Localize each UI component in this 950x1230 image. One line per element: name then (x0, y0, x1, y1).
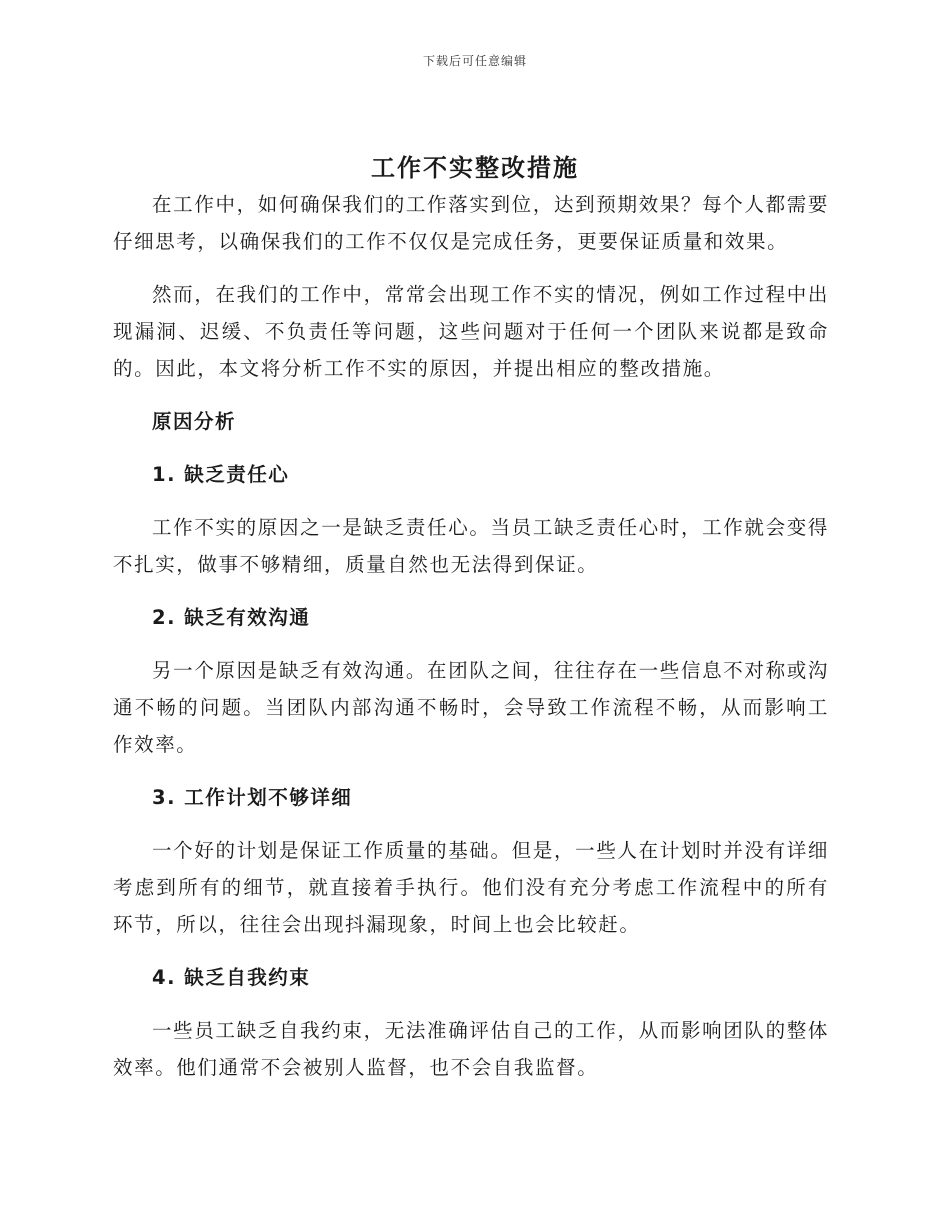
document-body (113, 186, 829, 1086)
item-heading-4: 4. 缺乏自我约束 (152, 966, 311, 989)
item-text-3: 一个好的计划是保证工作质量的基础。但是，一些人在计划时并没有详细考虑到所有的细节，就直接着手执行。他们没有充分考虑工作流程中的所有环节，所以，往往会出现抖漏现象，时间上也会比较赶。 (113, 839, 829, 936)
item-heading-2: 2. 缺乏有效沟通 (152, 606, 311, 629)
item-text-1: 工作不实的原因之一是缺乏责任心。当员工缺乏责任心时，工作就会变得不扎实，做事不够精细，质量自然也无法得到保证。 (113, 516, 829, 576)
item-heading-3: 3. 工作计划不够详细 (152, 786, 353, 809)
item-heading-1: 1. 缺乏责任心 (152, 463, 290, 486)
header-note: 下载后可任意编辑 (422, 54, 527, 68)
section-heading: 原因分析 (152, 410, 237, 433)
item-text-4: 一些员工缺乏自我约束，无法准确评估自己的工作，从而影响团队的整体效率。他们通常不会被别人监督，也不会自我监督。 (113, 1019, 829, 1079)
intro-paragraph-2: 然而，在我们的工作中，常常会出现工作不实的情况，例如工作过程中出现漏洞、迟缓、不负责任等问题，这些问题对于任何一个团队来说都是致命的。因此，本文将分析工作不实的原因，并提出相应的整改措施。 (113, 283, 829, 380)
intro-paragraph-1: 在工作中，如何确保我们的工作落实到位，达到预期效果？每个人都需要仔细思考，以确保我们的工作不仅仅是完成任务，更要保证质量和效果。 (113, 193, 829, 253)
item-text-2: 另一个原因是缺乏有效沟通。在团队之间，往往存在一些信息不对称或沟通不畅的问题。当团队内部沟通不畅时，会导致工作流程不畅，从而影响工作效率。 (113, 659, 829, 756)
document-title: 工作不实整改措施 (371, 154, 579, 182)
